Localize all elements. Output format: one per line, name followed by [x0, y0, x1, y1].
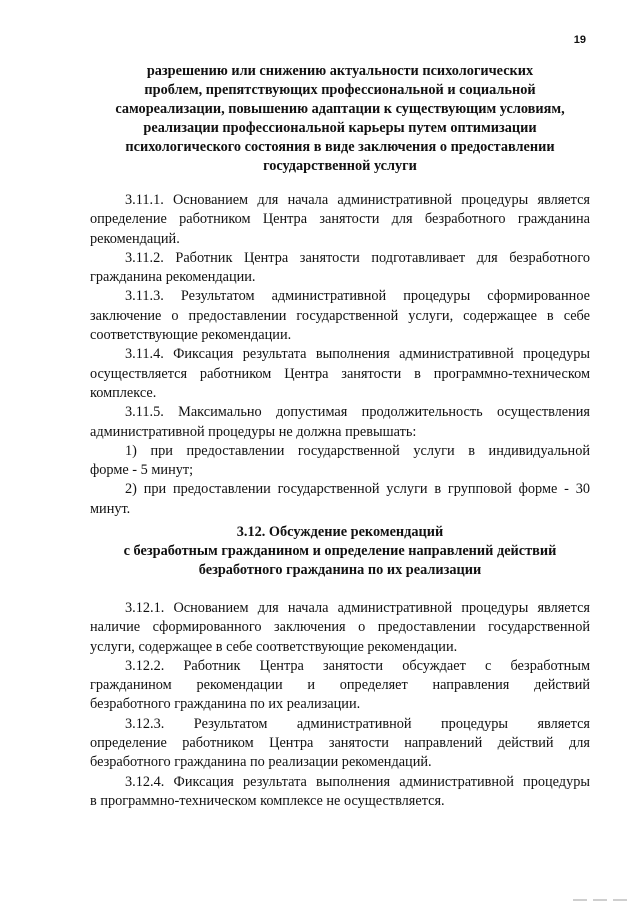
heading-line: государственной услуги	[263, 158, 417, 174]
text-line: соответствующие рекомендации.	[90, 327, 292, 344]
text-line: 3.11.3. Результатом административной процедуры сформированное	[125, 288, 590, 305]
text-line: услуги, содержащее в себе соответствующие рекомендации.	[90, 638, 458, 655]
section-3-11-body	[90, 191, 590, 519]
paragraph-3-12-4	[90, 773, 590, 812]
section-3-12-title	[90, 523, 590, 580]
paragraph-3-11-3	[90, 287, 590, 345]
paragraph-3-12-2	[90, 657, 590, 715]
heading-line: психологического состояния в виде заключения о предоставлении	[125, 139, 555, 155]
heading-line: с безработным гражданином и определение направлений действий	[123, 543, 557, 559]
paragraph-3-12-3	[90, 715, 590, 773]
text-line: безработного гражданина по их реализации.	[90, 696, 361, 713]
page-number: 19	[573, 34, 586, 46]
text-line: в программно-техническом комплексе не осуществляется.	[90, 792, 445, 809]
paragraph-3-11-5	[90, 403, 590, 442]
text-line: заключение о предоставлении государственной услуги, содержащее в себе	[90, 307, 590, 324]
heading-line: проблем, препятствующих профессиональной и социальной	[144, 82, 536, 98]
text-line: минут.	[90, 500, 131, 517]
text-line: осуществляется работником Центра занятости в программно-техническом	[90, 365, 590, 382]
text-line: определение работником Центра занятости для безработного гражданина	[90, 211, 590, 228]
text-line: комплексе.	[90, 384, 157, 401]
list-item-2	[90, 480, 590, 519]
scan-mark	[613, 899, 627, 901]
text-line: 3.12.4. Фиксация результата выполнения административной процедуры	[125, 773, 590, 790]
paragraph-3-12-1	[90, 599, 590, 657]
text-line: гражданином рекомендации и определяет направления действий	[90, 677, 590, 694]
text-line: 3.12.1. Основанием для начала административной процедуры является	[125, 600, 590, 616]
text-line: форме - 5 минут;	[90, 462, 194, 479]
list-item-1	[90, 442, 590, 481]
scan-mark	[593, 899, 607, 901]
text-line: рекомендаций.	[90, 230, 180, 247]
paragraph-3-11-4	[90, 345, 590, 403]
paragraph-3-11-2	[90, 249, 590, 288]
paragraph-3-11-1	[90, 191, 590, 249]
heading-line: реализации профессиональной карьеры путем оптимизации	[143, 120, 537, 136]
heading-line: безработного гражданина по их реализации	[198, 562, 482, 578]
heading-line: самореализации, повышению адаптации к существующим условиям,	[115, 101, 565, 117]
text-line: 1) при предоставлении государственной услуги в индивидуальной	[125, 442, 590, 459]
heading-line: 3.12. Обсуждение рекомендаций	[236, 524, 444, 540]
text-line: определение работником Центра занятости направлений действий для	[90, 735, 590, 752]
text-line: наличие сформированного заключения о предоставлении государственной	[90, 619, 590, 636]
text-line: 3.12.2. Работник Центра занятости обсуждает с безработным	[125, 657, 590, 674]
text-line: 3.11.4. Фиксация результата выполнения административной процедуры	[125, 346, 590, 363]
text-line: безработного гражданина по реализации рекомендаций.	[90, 754, 432, 771]
text-line: 3.12.3. Результатом административной процедуры является	[125, 715, 590, 732]
text-line: гражданина рекомендации.	[90, 269, 256, 286]
scan-mark	[573, 899, 587, 901]
text-line: 3.11.2. Работник Центра занятости подготавливает для безработного	[125, 249, 590, 266]
heading-line: разрешению или снижению актуальности психологических	[146, 63, 534, 79]
text-line: 3.11.5. Максимально допустимая продолжительность осуществления	[125, 404, 590, 421]
text-line: 2) при предоставлении государственной услуги в групповой форме - 30	[125, 481, 590, 498]
scan-edge-marks	[573, 899, 627, 901]
section-3-12-body	[90, 599, 590, 811]
text-line: 3.11.1. Основанием для начала административной процедуры является	[125, 192, 590, 208]
section-3-11-title	[90, 62, 590, 176]
text-line: административной процедуры не должна превышать:	[90, 423, 417, 440]
